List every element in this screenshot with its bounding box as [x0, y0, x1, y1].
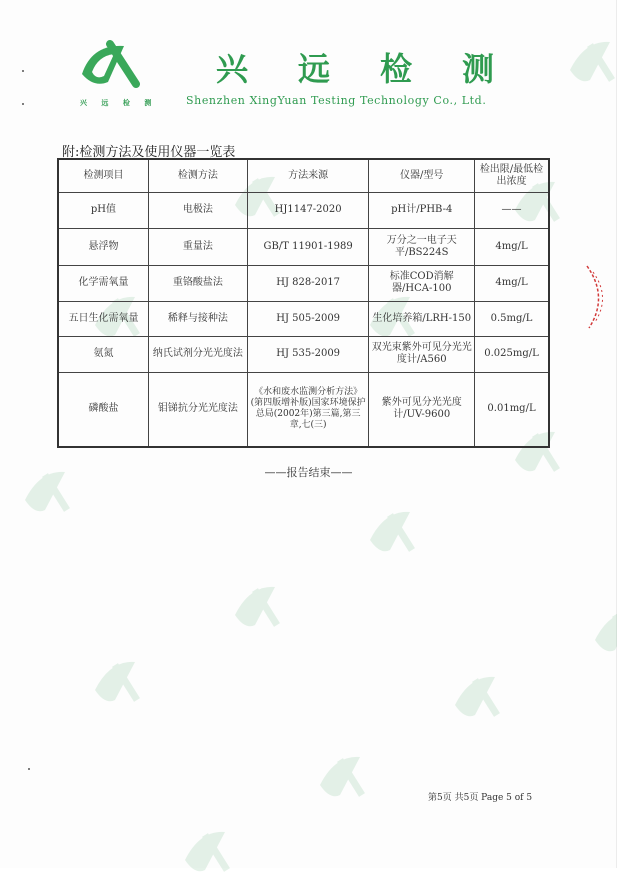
cell-limit: 0.01mg/L	[475, 372, 549, 447]
col-header-method: 检测方法	[148, 159, 247, 192]
cell-item: 悬浮物	[58, 228, 148, 265]
table-row	[58, 301, 549, 336]
cell-instrument: 生化培养箱/LRH-150	[369, 301, 475, 336]
cell-limit: 0.025mg/L	[475, 336, 549, 372]
logo-caption: 兴 远 检 测	[80, 98, 158, 107]
watermark-logo-icon	[585, 600, 617, 660]
watermark-logo-icon	[445, 665, 505, 725]
table-row	[58, 336, 549, 372]
cell-limit: 0.5mg/L	[475, 301, 549, 336]
scan-speck	[22, 103, 24, 105]
col-header-source: 方法来源	[247, 159, 369, 192]
watermark-logo-icon	[225, 575, 285, 635]
cell-instrument: pH计/PHB-4	[369, 192, 475, 228]
scan-speck	[22, 70, 24, 72]
table-row	[58, 372, 549, 447]
company-name-cn: 兴远检测	[216, 50, 545, 88]
cell-instrument: 万分之一电子天平/BS224S	[369, 228, 475, 265]
section-title: 附:检测方法及使用仪器一览表	[62, 145, 236, 160]
cell-source: GB/T 11901-1989	[247, 228, 369, 265]
cell-source: 《水和废水监测分析方法》(第四版增补版)国家环境保护总局(2002年)第三篇,第三章,七(三)	[247, 372, 369, 447]
watermark-logo-icon	[560, 30, 617, 90]
cell-method: 纳氏试剂分光光度法	[148, 336, 247, 372]
cell-instrument: 紫外可见分光光度计/UV-9600	[369, 372, 475, 447]
cell-method: 钼锑抗分光光度法	[148, 372, 247, 447]
cell-instrument: 标准COD消解器/HCA-100	[369, 265, 475, 301]
col-header-item: 检测项目	[58, 159, 148, 192]
cell-source: HJ1147-2020	[247, 192, 369, 228]
watermark-logo-icon	[175, 820, 235, 880]
cell-limit: 4mg/L	[475, 228, 549, 265]
col-header-instrument: 仪器/型号	[369, 159, 475, 192]
cell-method: 电极法	[148, 192, 247, 228]
table-header-row	[58, 159, 549, 192]
cell-limit: 4mg/L	[475, 265, 549, 301]
scan-speck	[28, 768, 30, 770]
table-row	[58, 265, 549, 301]
watermark-logo-icon	[360, 500, 420, 560]
cell-limit: ——	[475, 192, 549, 228]
seal-stamp-icon	[585, 262, 615, 332]
cell-source: HJ 505-2009	[247, 301, 369, 336]
cell-item: pH值	[58, 192, 148, 228]
table-row	[58, 228, 549, 265]
col-header-limit: 检出限/最低检出浓度	[475, 159, 549, 192]
methods-table	[57, 158, 550, 448]
cell-method: 重铬酸盐法	[148, 265, 247, 301]
company-logo-icon	[78, 38, 142, 90]
cell-instrument: 双光束紫外可见分光光度计/A560	[369, 336, 475, 372]
cell-item: 磷酸盐	[58, 372, 148, 447]
cell-method: 重量法	[148, 228, 247, 265]
cell-method: 稀释与接种法	[148, 301, 247, 336]
page-number: 第5页 共5页 Page 5 of 5	[428, 793, 533, 803]
cell-item: 氨氮	[58, 336, 148, 372]
watermark-logo-icon	[310, 745, 370, 805]
table-row	[58, 192, 549, 228]
report-end-marker: ——报告结束——	[264, 466, 353, 479]
cell-item: 化学需氧量	[58, 265, 148, 301]
cell-item: 五日生化需氧量	[58, 301, 148, 336]
company-name-en: Shenzhen XingYuan Testing Technology Co., Ltd.	[186, 94, 487, 107]
cell-source: HJ 535-2009	[247, 336, 369, 372]
watermark-logo-icon	[85, 650, 145, 710]
cell-source: HJ 828-2017	[247, 265, 369, 301]
